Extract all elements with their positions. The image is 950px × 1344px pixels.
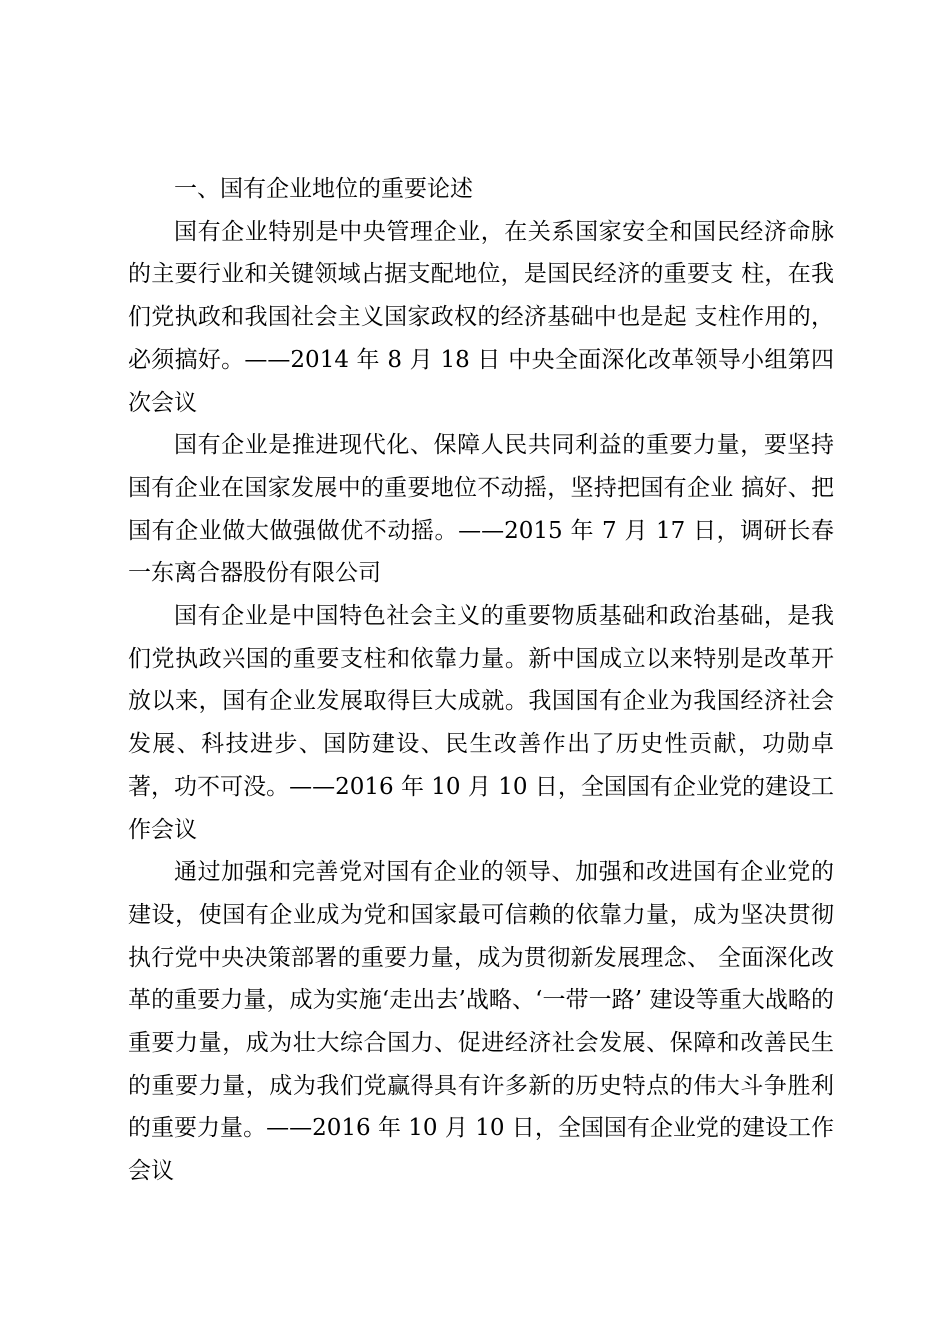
paragraph-1: 国有企业特别是中央管理企业，在关系国家安全和国民经济命脉的主要行业和关键领域占据支配地位，是国民经济的重要支 柱，在我们党执政和我国社会主义国家政权的经济基础中也是起 支柱作用的，必须搞好。——2014 年 8 月 18 日 中央全面深化改革领导小组第四次会议 <box>128 218 834 416</box>
paragraph-4: 通过加强和完善党对国有企业的领导、加强和改进国有企业党的建设，使国有企业成为党和国家最可信赖的依靠力量，成为坚决贯彻执行党中央决策部署的重要力量，成为贯彻新发展理念、 全面深化改革的重要力量，成为实施‘走出去’战略、‘一带一路’ 建设等重大战略的重要力量，成为壮大综合国力、促进经济社会发展、保障和改善民生的重要力量，成为我们党赢得具有许多新的历史特点的伟大斗争胜利的重要力量。——2016 年 10 月 10 日，全国国有企业党的建设工作会议 <box>128 859 834 1185</box>
paragraph-3: 国有企业是中国特色社会主义的重要物质基础和政治基础，是我们党执政兴国的重要支柱和依靠力量。新中国成立以来特别是改革开放以来，国有企业发展取得巨大成就。我国国有企业为我国经济社会发展、科技进步、国防建设、民生改善作出了历史性贡献，功勋卓著，功不可没。——2016 年 10 月 10 日，全国国有企业党的建设工作会议 <box>128 603 834 843</box>
document-body <box>128 168 834 1193</box>
section-heading: 一、国有企业地位的重要论述 <box>174 176 473 202</box>
paragraph-2: 国有企业是推进现代化、保障人民共同利益的重要力量，要坚持国有企业在国家发展中的重要地位不动摇，坚持把国有企业 搞好、把国有企业做大做强做优不动摇。——2015 年 7 月 17 日，调研长春一东离合器股份有限公司 <box>128 432 834 587</box>
